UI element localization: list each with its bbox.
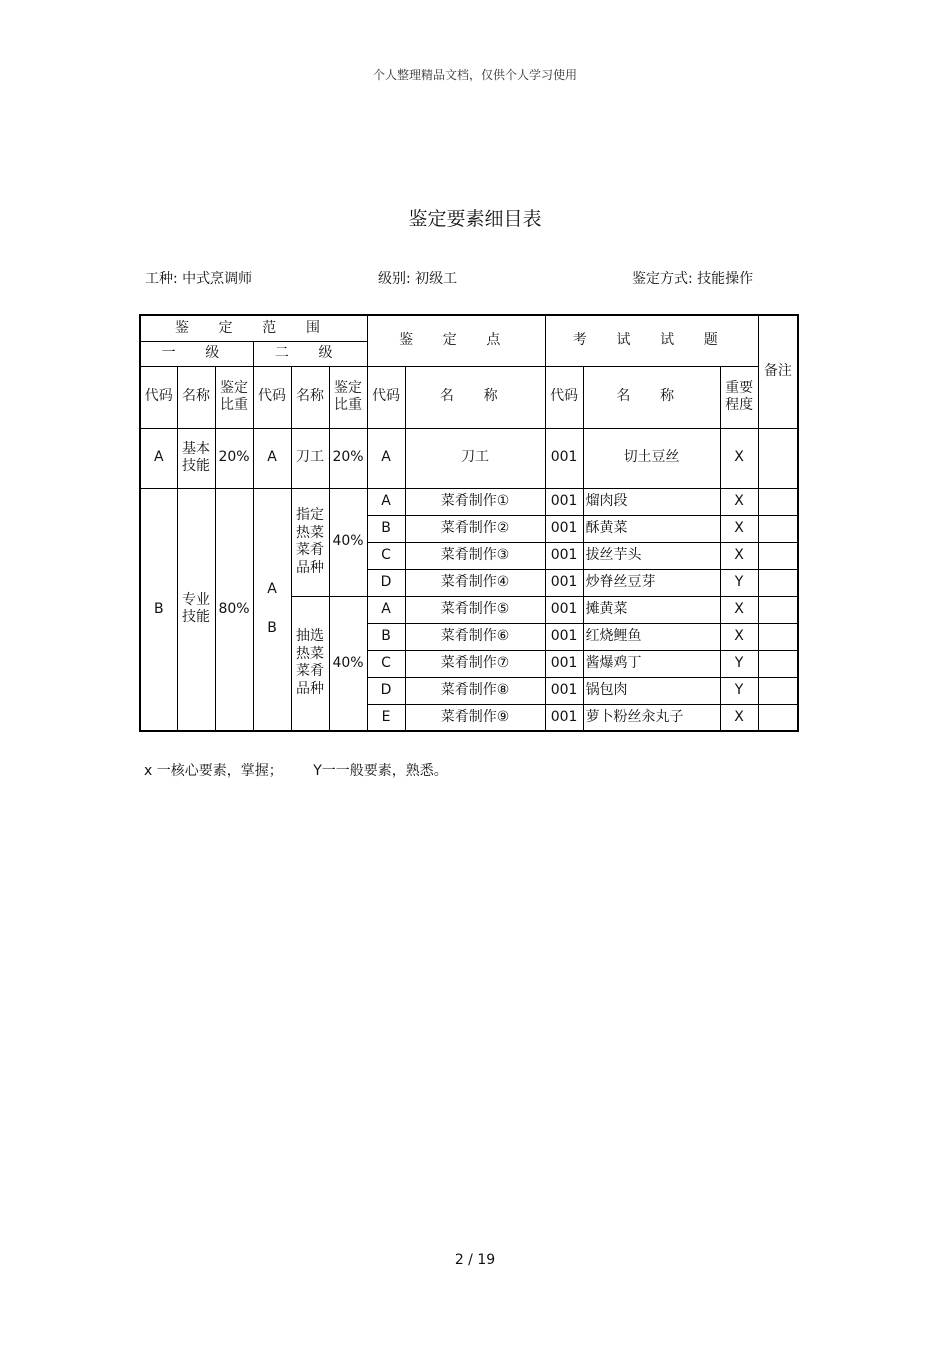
l1-weight: 20% bbox=[215, 428, 253, 488]
point-name: 菜肴制作① bbox=[405, 488, 545, 515]
note-cell bbox=[758, 542, 798, 569]
exam-code: 001 bbox=[545, 428, 583, 488]
exam-code: 001 bbox=[545, 596, 583, 623]
point-code: D bbox=[367, 569, 405, 596]
exam-code: 001 bbox=[545, 677, 583, 704]
l2-code: A bbox=[253, 428, 291, 488]
note-cell bbox=[758, 569, 798, 596]
point-name: 菜肴制作⑨ bbox=[405, 704, 545, 731]
point-code: A bbox=[367, 488, 405, 515]
note-cell bbox=[758, 488, 798, 515]
l2-weight: 20% bbox=[329, 428, 367, 488]
point-name: 刀工 bbox=[405, 428, 545, 488]
note-cell bbox=[758, 596, 798, 623]
importance: X bbox=[720, 428, 758, 488]
exam-name: 锅包肉 bbox=[583, 677, 720, 704]
legend-footnote bbox=[144, 760, 474, 780]
l2-name: 抽选热菜菜肴品种 bbox=[291, 596, 329, 731]
method-label: 鉴定方式: bbox=[632, 271, 693, 287]
header-level1: 一 级 bbox=[140, 341, 253, 366]
importance: X bbox=[720, 542, 758, 569]
exam-code: 001 bbox=[545, 650, 583, 677]
col-name-l2: 名称 bbox=[291, 366, 329, 428]
l2-codes bbox=[253, 488, 291, 731]
header-scope: 鉴 定 范 围 bbox=[140, 315, 367, 341]
point-name: 菜肴制作⑦ bbox=[405, 650, 545, 677]
point-code: A bbox=[367, 428, 405, 488]
l2-code: A bbox=[267, 580, 277, 597]
l2-name: 刀工 bbox=[291, 428, 329, 488]
exam-name: 炒脊丝豆芽 bbox=[583, 569, 720, 596]
l2-name: 指定热菜菜肴品种 bbox=[291, 488, 329, 596]
point-name: 菜肴制作⑤ bbox=[405, 596, 545, 623]
exam-code: 001 bbox=[545, 488, 583, 515]
point-code: A bbox=[367, 596, 405, 623]
col-code-point: 代码 bbox=[367, 366, 405, 428]
l1-code: B bbox=[140, 488, 177, 731]
point-name: 菜肴制作④ bbox=[405, 569, 545, 596]
document-title: 鉴定要素细目表 bbox=[408, 208, 542, 230]
trade-label: 工种: bbox=[145, 271, 178, 287]
elements-table bbox=[139, 314, 799, 732]
col-code-l1: 代码 bbox=[140, 366, 177, 428]
col-code-exam: 代码 bbox=[545, 366, 583, 428]
l1-code: A bbox=[140, 428, 177, 488]
meta-trade bbox=[145, 268, 252, 288]
exam-name: 拔丝芋头 bbox=[583, 542, 720, 569]
note-cell bbox=[758, 428, 798, 488]
l1-weight: 80% bbox=[215, 488, 253, 731]
l2-weight: 40% bbox=[329, 596, 367, 731]
exam-name: 红烧鲤鱼 bbox=[583, 623, 720, 650]
exam-code: 001 bbox=[545, 515, 583, 542]
exam-code: 001 bbox=[545, 542, 583, 569]
point-code: D bbox=[367, 677, 405, 704]
table-row bbox=[140, 428, 798, 488]
point-code: C bbox=[367, 542, 405, 569]
importance: Y bbox=[720, 650, 758, 677]
point-name: 菜肴制作② bbox=[405, 515, 545, 542]
l2-code: B bbox=[267, 620, 277, 637]
importance: X bbox=[720, 596, 758, 623]
note-cell bbox=[758, 704, 798, 731]
exam-code: 001 bbox=[545, 623, 583, 650]
exam-code: 001 bbox=[545, 704, 583, 731]
footnote-y: Y一一般要素，熟悉。 bbox=[313, 763, 448, 779]
importance: X bbox=[720, 704, 758, 731]
col-name-point: 名 称 bbox=[405, 366, 545, 428]
exam-name: 摊黄菜 bbox=[583, 596, 720, 623]
importance: X bbox=[720, 623, 758, 650]
trade-value: 中式烹调师 bbox=[182, 271, 253, 287]
point-code: B bbox=[367, 515, 405, 542]
exam-name: 熘肉段 bbox=[583, 488, 720, 515]
exam-name: 酥黄菜 bbox=[583, 515, 720, 542]
point-name: 菜肴制作⑥ bbox=[405, 623, 545, 650]
l1-name: 基本技能 bbox=[177, 428, 215, 488]
col-importance: 重要程度 bbox=[720, 366, 758, 428]
l2-weight: 40% bbox=[329, 488, 367, 596]
point-code: C bbox=[367, 650, 405, 677]
exam-name: 酱爆鸡丁 bbox=[583, 650, 720, 677]
col-weight-l1: 鉴定比重 bbox=[215, 366, 253, 428]
exam-name: 萝卜粉丝汆丸子 bbox=[583, 704, 720, 731]
col-code-l2: 代码 bbox=[253, 366, 291, 428]
importance: Y bbox=[720, 677, 758, 704]
meta-level bbox=[378, 268, 457, 288]
exam-name: 切土豆丝 bbox=[583, 428, 720, 488]
l1-name: 专业技能 bbox=[177, 488, 215, 731]
page-number: 2 / 19 bbox=[454, 1252, 496, 1268]
importance: X bbox=[720, 515, 758, 542]
footnote-x: x 一核心要素，掌握； bbox=[144, 763, 283, 779]
note-cell bbox=[758, 623, 798, 650]
note-cell bbox=[758, 677, 798, 704]
method-value: 技能操作 bbox=[697, 271, 754, 287]
meta-method bbox=[632, 268, 753, 288]
point-code: E bbox=[367, 704, 405, 731]
header-point: 鉴 定 点 bbox=[367, 315, 545, 366]
level-label: 级别: bbox=[378, 271, 411, 287]
table-row bbox=[140, 488, 798, 515]
note-cell bbox=[758, 515, 798, 542]
point-name: 菜肴制作⑧ bbox=[405, 677, 545, 704]
header-exam: 考 试 试 题 bbox=[545, 315, 758, 366]
header-level2: 二 级 bbox=[253, 341, 367, 366]
importance: Y bbox=[720, 569, 758, 596]
header-note: 个人整理精品文档，仅供个人学习使用 bbox=[372, 68, 577, 82]
col-name-l1: 名称 bbox=[177, 366, 215, 428]
col-weight-l2: 鉴定比重 bbox=[329, 366, 367, 428]
importance: X bbox=[720, 488, 758, 515]
point-name: 菜肴制作③ bbox=[405, 542, 545, 569]
note-cell bbox=[758, 650, 798, 677]
header-note: 备注 bbox=[758, 315, 798, 428]
point-code: B bbox=[367, 623, 405, 650]
col-name-exam: 名 称 bbox=[583, 366, 720, 428]
level-value: 初级工 bbox=[415, 271, 458, 287]
exam-code: 001 bbox=[545, 569, 583, 596]
